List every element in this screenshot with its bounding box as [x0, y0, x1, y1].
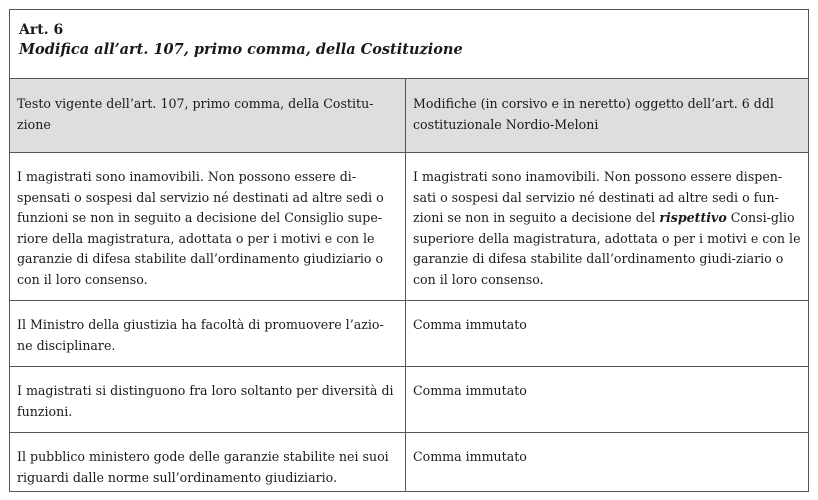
document-page	[9, 9, 809, 492]
current-text-cell: Il Ministro della giustizia ha facoltà di promuovere l’azio-ne disciplinare.	[10, 301, 406, 366]
amended-text-cell: Comma immutato	[413, 317, 527, 332]
header-current-text: Testo vigente dell’art. 107, primo comma, della Costitu-zione	[10, 79, 406, 152]
header-amendments: Modifiche (in corsivo e in neretto) oggetto dell’art. 6 ddl costituzionale Nordio-Meloni	[413, 96, 774, 132]
article-title: Modifica all’art. 107, primo comma, della Costituzione	[19, 41, 463, 58]
amended-text-emphasis: rispettivo	[659, 210, 727, 226]
amended-text-cell: Comma immutato	[413, 449, 527, 464]
amended-text-cell: Comma immutato	[413, 383, 527, 398]
amended-text-cell	[406, 153, 808, 300]
amended-text-before: I magistrati sono inamovibili. Non possono essere dispen-sati o sospesi dal servizio né destinati ad altre sedi o fun-zioni se non in seguito a decisione del	[413, 169, 783, 226]
table-header-row	[10, 79, 808, 153]
amended-text-after: Consi-glio superiore della magistratura, adottata o per i motivi e con le garanzie di difesa stabilite dall’ordinamento giudi-ziario o con il loro consenso.	[413, 210, 801, 287]
table-row	[10, 367, 808, 433]
article-heading	[10, 10, 808, 79]
current-text-cell: Il pubblico ministero gode delle garanzie stabilite nei suoi riguardi dalle norme sull’ordinamento giudiziario.	[10, 433, 406, 491]
current-text-cell: I magistrati si distinguono fra loro soltanto per diversità di funzioni.	[10, 367, 406, 432]
table-row	[10, 153, 808, 301]
table-row	[10, 433, 808, 491]
current-text-cell: I magistrati sono inamovibili. Non possono essere di-spensati o sospesi dal servizio né destinati ad altre sedi o funzioni se non in seguito a decisione del Consiglio supe-riore della magistratura, adottata o per i motivi e con le garanzie di difesa stabilite dall’ordinamento giudiziario o con il loro consenso.	[10, 153, 406, 300]
article-number: Art. 6	[19, 22, 64, 38]
table-row	[10, 301, 808, 367]
